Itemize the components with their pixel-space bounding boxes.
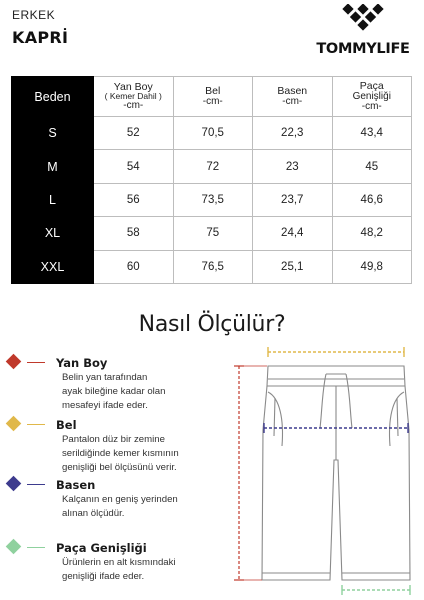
legend-desc-line: genişliği bel ölçüsünü verir. — [62, 462, 177, 473]
measure-paca — [342, 585, 410, 595]
size-cell: L — [12, 183, 94, 216]
table-cell: 60 — [94, 250, 174, 283]
table-cell: 45 — [332, 150, 412, 183]
table-cell: 25,1 — [253, 250, 333, 283]
legend-desc-line: mesafeyi ifade eder. — [62, 400, 148, 411]
table-cell: 48,2 — [332, 217, 412, 250]
brand-name: TOMMYLIFE — [316, 41, 410, 57]
table-cell: 23 — [253, 150, 333, 183]
table-cell: 23,7 — [253, 183, 333, 216]
column-header-title: Bel — [205, 85, 221, 98]
size-cell: M — [12, 150, 94, 183]
size-cell: S — [12, 117, 94, 150]
table-cell: 22,3 — [253, 117, 333, 150]
table-cell: 75 — [173, 217, 253, 250]
column-header-unit: -cm- — [202, 95, 223, 107]
pants-illustration — [262, 366, 410, 580]
howto-title: Nasıl Ölçülür? — [138, 312, 286, 337]
size-cell: XL — [12, 217, 94, 250]
table-cell: 76,5 — [173, 250, 253, 283]
table-corner-cell: Beden — [12, 77, 94, 117]
legend-desc-line: genişliği ifade eder. — [62, 571, 145, 582]
legend-title: Basen — [56, 478, 96, 492]
column-header-title: Yan Boy — [113, 80, 153, 93]
table-cell: 56 — [94, 183, 174, 216]
legend-desc-line: ayak bileğine kadar olan — [62, 386, 166, 397]
table-cell: 46,6 — [332, 183, 412, 216]
column-header-title: Basen — [277, 85, 308, 98]
table-cell: 43,4 — [332, 117, 412, 150]
table-cell: 24,4 — [253, 217, 333, 250]
column-header-subtitle: Genişliği — [352, 90, 391, 102]
column-header-unit: -cm- — [282, 95, 303, 107]
legend-title: Bel — [56, 418, 77, 432]
table-cell: 58 — [94, 217, 174, 250]
legend-desc-line: Pantalon düz bir zemine — [62, 434, 165, 445]
legend-desc-line: alınan ölçüdür. — [62, 508, 125, 519]
column-header-unit: -cm- — [361, 100, 382, 112]
legend-title: Yan Boy — [56, 356, 108, 370]
category-label: ERKEK — [12, 8, 56, 22]
legend-desc-line: Ürünlerin en alt kısmındaki — [62, 557, 176, 568]
table-cell: 54 — [94, 150, 174, 183]
table-cell: 72 — [173, 150, 253, 183]
legend-desc-line: serildiğinde kemer kısmının — [62, 448, 179, 459]
table-cell: 73,5 — [173, 183, 253, 216]
legend-desc-line: Kalçanın en geniş yerinden — [62, 494, 178, 505]
measure-bel — [268, 347, 404, 357]
table-cell: 49,8 — [332, 250, 412, 283]
column-header-unit: -cm- — [123, 100, 144, 112]
legend-desc-line: Belin yan tarafından — [62, 372, 148, 383]
legend-title: Paça Genişliği — [56, 541, 147, 555]
column-header-title: Paça — [359, 80, 384, 93]
table-cell: 70,5 — [173, 117, 253, 150]
table-cell: 52 — [94, 117, 174, 150]
product-title: KAPRİ — [12, 28, 69, 47]
column-header-subtitle: ( Kemer Dahil ) — [104, 91, 162, 102]
size-cell: XXL — [12, 250, 94, 283]
